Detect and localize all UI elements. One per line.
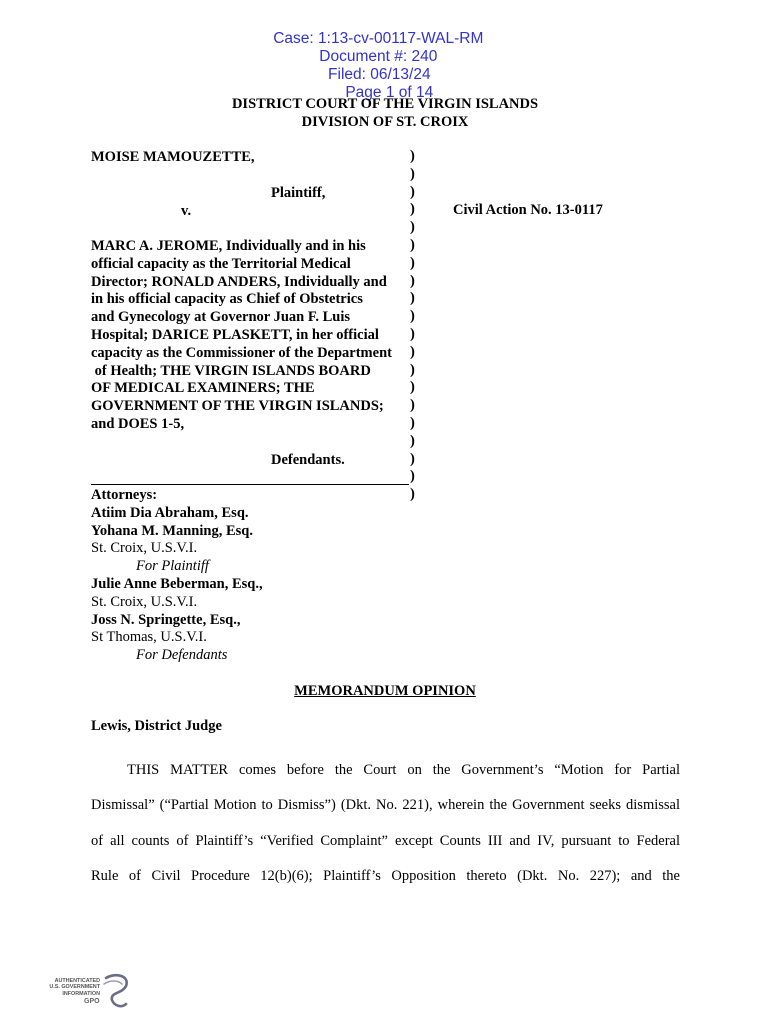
caption-paren: ) — [410, 486, 415, 503]
defendant-line: MARC A. JEROME, Individually and in his — [91, 238, 366, 254]
defendant-line: in his official capacity as Chief of Obstetrics — [91, 291, 363, 308]
defendant-line: GOVERNMENT OF THE VIRGIN ISLANDS; — [91, 398, 384, 415]
attorneys-heading: Attorneys: — [91, 487, 158, 503]
memorandum-title: MEMORANDUM OPINION — [294, 683, 476, 699]
caption-paren: ) — [410, 468, 415, 485]
plaintiff-attorney-2: Yohana M. Manning, Esq. — [91, 522, 253, 539]
plaintiff-attorney-location: St. Croix, U.S.V.I. — [91, 540, 198, 557]
plaintiff-role: Plaintiff, — [271, 185, 326, 201]
court-heading — [0, 95, 770, 131]
caption-divider — [91, 484, 409, 485]
caption-paren: ) — [410, 432, 415, 449]
caption-paren: ) — [410, 397, 415, 414]
caption-paren: ) — [410, 165, 415, 182]
page-indicator: Page 1 of 14 — [345, 84, 434, 101]
opinion-body — [91, 753, 680, 894]
caption-paren: ) — [410, 308, 415, 325]
plaintiff-attorney-1: Atiim Dia Abraham, Esq. — [91, 504, 249, 521]
caption-paren: ) — [410, 201, 415, 218]
body-line: Rule of Civil Procedure 12(b)(6); Plaintiff’s Opposition thereto (Dkt. No. 227); and the — [91, 867, 680, 884]
defendant-line: capacity as the Commissioner of the Department — [91, 344, 392, 361]
caption-parentheses — [410, 148, 415, 504]
defendant-line: Director; RONALD ANDERS, Individually and — [91, 273, 387, 290]
caption-paren: ) — [410, 325, 415, 342]
court-name: DISTRICT COURT OF THE VIRGIN ISLANDS — [231, 96, 539, 112]
defendant-line: and DOES 1-5, — [91, 416, 185, 432]
gpo-line-2: U.S. GOVERNMENT — [49, 984, 100, 991]
defendant-line: OF MEDICAL EXAMINERS; THE — [91, 380, 315, 397]
gpo-authentication-logo — [44, 968, 134, 1014]
caption-paren: ) — [410, 272, 415, 289]
caption-paren: ) — [410, 379, 415, 396]
body-line: THIS MATTER comes before the Court on the Government’s “Motion for Partial — [127, 762, 680, 778]
caption-paren: ) — [410, 414, 415, 431]
civil-action-number: Civil Action No. 13-0117 — [453, 202, 603, 218]
caption-paren: ) — [410, 290, 415, 307]
caption-paren: ) — [410, 236, 415, 253]
defendant-attorney-1: Julie Anne Beberman, Esq., — [91, 575, 263, 592]
defendant-line: and Gynecology at Governor Juan F. Luis — [91, 309, 351, 326]
for-defendants-label: For Defendants — [136, 647, 228, 664]
caption-paren: ) — [410, 219, 415, 236]
plaintiff-name: MOISE MAMOUZETTE, — [91, 149, 255, 165]
defendant-line: of Health; THE VIRGIN ISLANDS BOARD — [91, 362, 371, 379]
gpo-eagle-icon — [102, 972, 132, 1012]
caption-paren: ) — [410, 148, 415, 164]
filed-date: Filed: 06/13/24 — [328, 66, 431, 83]
caption-paren: ) — [410, 450, 415, 467]
judge-name: Lewis, District Judge — [91, 718, 222, 734]
case-number: Case: 1:13-cv-00117-WAL-RM — [273, 30, 484, 47]
caption-paren: ) — [410, 254, 415, 271]
defendant-attorney-2-location: St Thomas, U.S.V.I. — [91, 629, 207, 646]
defendant-attorney-2: Joss N. Springette, Esq., — [91, 611, 241, 628]
for-plaintiff-label: For Plaintiff — [136, 558, 209, 575]
gpo-line-1: AUTHENTICATED — [54, 978, 100, 984]
caption-paren: ) — [410, 361, 415, 378]
document-number: Document #: 240 — [319, 48, 438, 65]
attorneys-block — [91, 487, 263, 665]
defendant-attorney-1-location: St. Croix, U.S.V.I. — [91, 593, 198, 610]
caption-paren: ) — [410, 343, 415, 360]
court-division: DIVISION OF ST. CROIX — [301, 114, 469, 130]
gpo-label: GPO — [84, 998, 100, 1005]
defendants-role: Defendants. — [271, 452, 345, 468]
body-line: of all counts of Plaintiff’s “Verified Complaint” except Counts III and IV, pursuant to Federal — [91, 832, 680, 849]
gpo-line-3: INFORMATION — [62, 990, 100, 997]
versus-label: v. — [181, 203, 192, 219]
defendant-line: Hospital; DARICE PLASKETT, in her official — [91, 327, 379, 343]
body-line: Dismissal” (“Partial Motion to Dismiss”) (Dkt. No. 221), wherein the Government seeks dismissal — [91, 797, 680, 814]
case-header — [0, 12, 770, 102]
defendant-line: official capacity as the Territorial Medical — [91, 255, 351, 272]
gpo-authentication-text — [44, 978, 100, 997]
caption-paren: ) — [410, 183, 415, 200]
